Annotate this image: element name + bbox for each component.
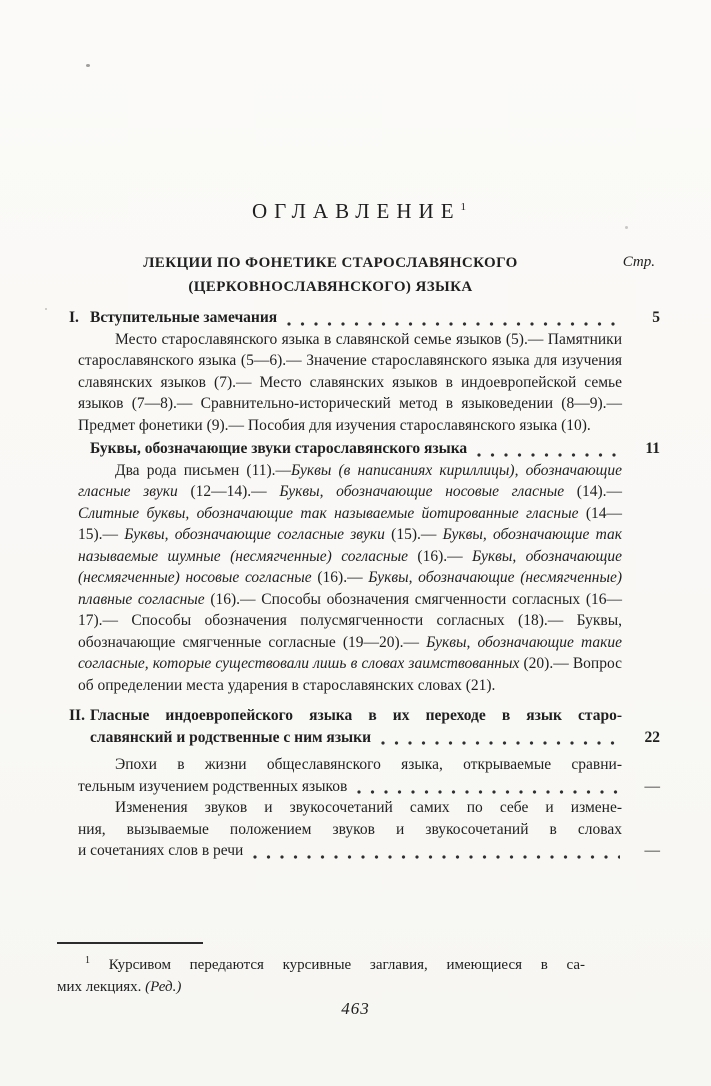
toc-heading [78,438,660,460]
section-header [60,251,601,299]
toc-para [78,460,660,697]
dot-leader [253,855,620,859]
toc-line [78,727,660,749]
italic-text-run: (Ред.) [145,979,182,995]
italic-text-run: Буквы, обозначающие носовые гласные [279,483,565,500]
dot-leader [357,790,620,794]
toc-line [78,840,660,862]
italic-text-run: Буквы, обозначающие такие согласные, которые существовали лишь в словах заимствованных [78,633,622,672]
text-run: (16).— [408,547,473,565]
italic-text-run: Буквы, обозначающие согласные звуки [124,526,385,543]
text-run: (15).— [384,526,443,543]
entry-text: Буквы, обозначающие звуки старославянского языка [90,440,468,457]
footnote [57,942,623,998]
page-number: — [644,842,660,859]
toc-line [78,754,660,776]
footnote-text [57,950,623,998]
toc-subitem [78,797,660,862]
page-number: 5 [652,309,660,326]
text-run: (16).— Способы обозначения смягченности согласных (16—17).— Способы обозначения полусмягченности согласных (18).— Буквы, обозначающие смягченные согласные (19—20).— [78,590,622,651]
entry-text: Эпохи в жизни общеславянского языка, открываемые сравни- [115,756,622,773]
entry-text: Изменения звуков и звукосочетаний самих по себе и измене- [115,799,622,816]
page-number: 22 [644,728,660,746]
folio-page-number: 463 [341,999,370,1018]
dot-leader [381,741,620,745]
page-column-label: Стр. [622,254,655,270]
text-run: (16).— [311,569,369,586]
entry-text: и сочетаниях слов в речи [78,842,244,859]
entry-text: Вступительные замечания [90,309,278,326]
page-title-text: ОГЛАВЛЕНИЕ [251,199,461,223]
toc-heading [69,705,660,748]
page-title [0,194,711,224]
scan-speck [625,226,628,229]
footnote-line [57,976,623,998]
section-header-line1: ЛЕКЦИИ ПО ФОНЕТИКЕ СТАРОСЛАВЯНСКОГО [143,255,518,271]
italic-text-run: Слитные буквы, обозначающие так называемые йотированные гласные [78,504,579,522]
entry-numeral: II. [69,707,85,724]
toc-line [78,819,660,841]
text-run: (20).— Вопрос об определении места ударения в старославянских словах (21). [78,655,622,694]
italic-text-run: Буквы (в написаниях кириллицы), обозначающие гласные звуки [78,461,623,500]
entry-numeral: I. [69,309,79,326]
toc-line [78,776,660,798]
toc-heading [69,307,660,329]
text-run: Курсивом передаются курсивные заглавия, имеющиеся в са- [108,957,585,973]
dot-leader [287,322,620,326]
dot-leader [477,453,620,457]
title-footnote-ref: 1 [460,201,467,213]
text-run: (14).— [564,483,622,500]
footnote-line [57,950,623,976]
page-number: — [644,777,660,795]
italic-text-run: Буквы, обозначающие (несмягченные) плавные согласные [78,569,623,608]
toc-line [78,438,660,460]
entry-text: Гласные индоевропейского языка в их переходе в язык старо- [90,707,622,724]
toc-list [69,307,660,862]
entry-text: ния, вызываемые положением звуков и звукосочетаний в словах [78,820,622,838]
text-run: Место старославянского языка в славянской семье языков (5).— Памятники старославянского языка (5—6).— Значение старославянского языка для изучения славянских языков (7).— Место славянских языков в индоевропейской семье языков (7—8).— Сравнительно-исторический метод в языковедении (8—9).— Предмет фонетики (9).— Пособия для изучения старославянского языка (10). [78,330,622,434]
text-run: мих лекциях. [57,979,146,995]
toc-para [78,329,660,437]
toc-line [69,307,660,329]
toc-line [69,705,660,727]
scan-speck [45,308,47,310]
italic-text-run: Буквы, обозначающие так называемые шумные (несмягченные) согласные [78,526,622,565]
entry-text: тельным изучением родственных языков [78,777,348,795]
text-run: (12—14).— [177,483,280,500]
footnote-rule [57,942,203,944]
footnote-marker: 1 [85,955,90,966]
page-number: 11 [645,440,660,457]
toc-line [78,797,660,819]
text-run: Два рода письмен (11).— [115,461,292,479]
toc-subitem [78,754,660,797]
entry-text: славянский и родственные с ним языки [90,728,372,746]
scan-speck [86,64,90,67]
section-header-line2: (ЦЕРКОВНОСЛАВЯНСКОГО) ЯЗЫКА [188,279,473,295]
text-run: (14—15).— [78,504,622,543]
italic-text-run: Буквы, обозначающие (несмягченные) носовые согласные [78,547,622,586]
